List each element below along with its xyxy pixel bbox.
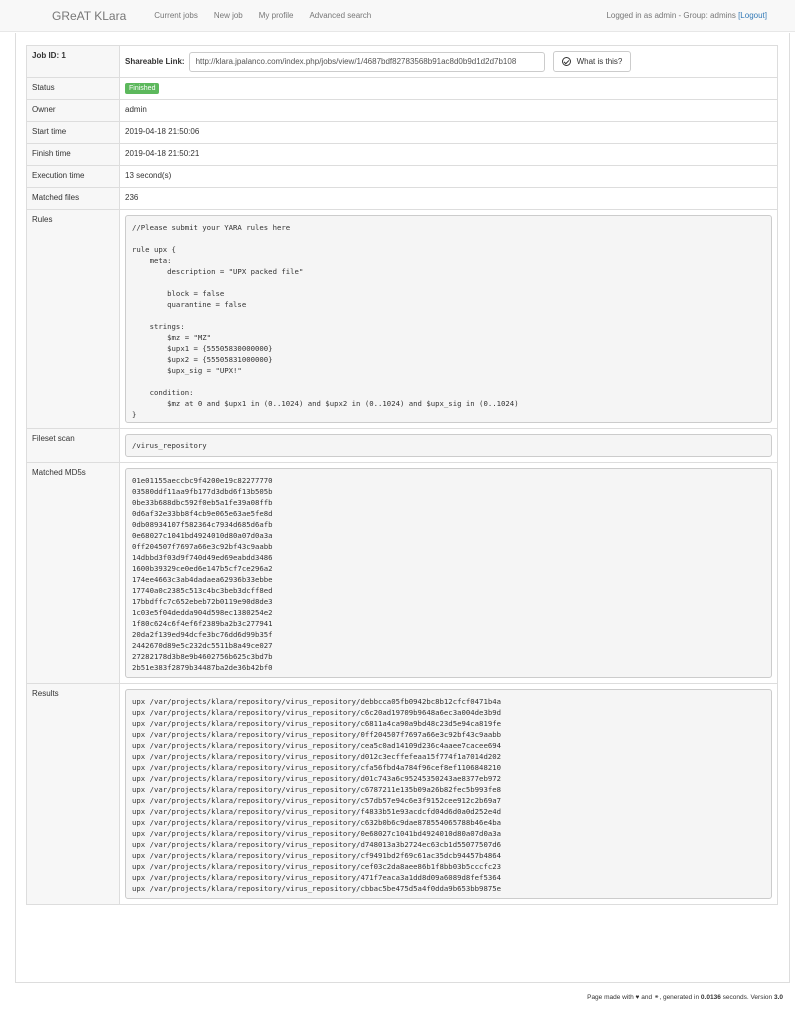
execution-time-label: Execution time (27, 166, 120, 188)
job-details-table (26, 45, 778, 905)
nav-new-job[interactable]: New job (213, 11, 243, 20)
footer-and: and (641, 994, 653, 1001)
shareable-link-label: Shareable Link: (125, 57, 185, 66)
footer-seconds: 0.0136 (700, 994, 721, 1001)
matched-files-label: Matched files (27, 188, 120, 210)
heart-icon: ♥ (635, 994, 640, 1001)
status-badge: Finished (125, 83, 159, 94)
shareable-link-input[interactable] (189, 52, 545, 72)
brand-logo[interactable]: GReAT KLara (52, 8, 127, 23)
status-value-cell (120, 78, 778, 100)
finish-time-value: 2019-04-18 21:50:21 (120, 144, 778, 166)
shareable-link-cell (120, 46, 778, 78)
results-label: Results (27, 684, 120, 905)
results-cell (120, 684, 778, 905)
what-is-this-label: What is this? (576, 57, 623, 66)
rules-row (27, 210, 778, 429)
footer-version: 3.0 (773, 994, 783, 1001)
login-status-text: Logged in as admin - Group: admins (606, 11, 736, 20)
results-row (27, 684, 778, 905)
job-id-label (27, 46, 120, 78)
footer-made-with: Page made with (587, 994, 634, 1001)
footer-seconds-suffix: seconds. Version (722, 994, 773, 1001)
nav-advanced-search[interactable]: Advanced search (309, 11, 372, 20)
login-status (606, 11, 767, 20)
check-circle-icon (562, 57, 571, 66)
execution-time-row (27, 166, 778, 188)
start-time-label: Start time (27, 122, 120, 144)
matched-md5s-row (27, 463, 778, 684)
job-container (15, 33, 790, 983)
footer-generated: , generated in (659, 994, 700, 1001)
top-navbar (0, 0, 795, 32)
matched-files-row (27, 188, 778, 210)
rules-code-block: //Please submit your YARA rules here rule upx { meta: description = "UPX packed file" block = false quarantine = false strings: $mz = "MZ" $upx1 = {55505830000000} $upx2 = {55505831000000} $upx_sig = "UPX!" condition: $mz at 0 and $upx1 in (0..1024) and $upx2 in (0..1024) and $upx_sig in (0..1024) } (125, 215, 772, 423)
logout-link[interactable]: [Logout] (738, 11, 767, 20)
job-id-row (27, 46, 778, 78)
fileset-value-cell (120, 429, 778, 463)
owner-label: Owner (27, 100, 120, 122)
matched-md5s-cell (120, 463, 778, 684)
headphones-icon: ⚭ (653, 994, 660, 1001)
finish-time-row (27, 144, 778, 166)
shareable-link-row (125, 51, 772, 72)
results-code-block[interactable]: upx /var/projects/klara/repository/virus_repository/debbcca05fb0942bc8b12cfcf0471b4a upx /var/projects/klara/repository/virus_repository/c6c20ad19709b9648a6ec3a004de3b9d upx /var/projects/klara/repository/virus_repository/c6811a4ca90a9bd48c23d5e94ca819fe upx /var/projects/klara/repository/virus_repository/0ff204507f7697a66e3c92bf43c9aabb upx /var/projects/klara/repository/virus_repository/cea5c0ad14109d236c4aaee7cacee694 upx /var/projects/klara/repository/virus_repository/d012c3ecffefeaa15f774f1a7014d202 upx /var/projects/klara/repository/virus_repository/cfa56fbd4a784f96cef8ef1106848210 upx /var/projects/klara/repository/virus_repository/d01c743a6c95245350243ae8377eb972 upx /var/projects/klara/repository/virus_repository/c6787211e135b09a26b82fec5b993fe8 upx /var/projects/klara/repository/virus_repository/c57db57e94c6e3f9152cee912c2b69a7 upx /var/projects/klara/repository/virus_repository/f4833b51e93acdcfd04d6d0a0d252e4d upx /var/projects/klara/repository/virus_repository/c632b0b6c9dae878554065788b46e4ba upx /var/projects/klara/repository/virus_repository/0e68027c1041bd4924010d80a07d0a3a upx /var/projects/klara/repository/virus_repository/d748013a3b2724ec63cb1d55077507d6 upx /var/projects/klara/repository/virus_repository/cf9491bd2f69c61ac35dcb94457b4864 upx /var/projects/klara/repository/virus_repository/cef03c2da8aee86b1f8bb03b5cccfc23 upx /var/projects/klara/repository/virus_repository/471f7eaca3a1dd8d09a6089d8fef5364 upx /var/projects/klara/repository/virus_repository/cbbac5be475d5a4f0dda9b653bb9875e (125, 689, 772, 899)
what-is-this-button[interactable] (553, 51, 632, 72)
start-time-value: 2019-04-18 21:50:06 (120, 122, 778, 144)
fileset-code-block: /virus_repository (125, 434, 772, 457)
matched-md5s-label: Matched MD5s (27, 463, 120, 684)
owner-row (27, 100, 778, 122)
matched-md5s-code-block[interactable]: 01e01155aeccbc9f4200e19c82277770 03580ddf11aa9fb177d3dbd6f13b505b 0be33b688dbc592f0eb5a1fe39a08ffb 0d6af32e33bb8f4cb9e065e63ae5fe8d 0db08934107f582364c7934d685d6afb 0e68027c1041bd4924010d80a07d0a3a 0ff204507f7697a66e3c92bf43c9aabb 14dbbd3f03d9f740d49ed69eabdd3486 1600b39329ce0ed6e147b5cf7ce296a2 174ee4663c3ab4dadaea62936b33ebbe 17740a0c2385c513c4bc3beb3dcff8ed 17bbdffc7c652ebeb72b0119e90d8de3 1c03e5f04dedda904d598ec1380254e2 1f80c624c6f4ef6f2389ba2b3c277941 20da2f139ed94dcfe3bc76dd6d99b35f 2442670d89e5c232dc5511b8a49ce027 27282178d3b8e9b4602756b625c3bd7b 2b51e383f2879b34487ba2de36b42bf0 (125, 468, 772, 678)
status-label: Status (27, 78, 120, 100)
nav-my-profile[interactable]: My profile (258, 11, 294, 20)
owner-value: admin (120, 100, 778, 122)
page-footer (587, 993, 783, 1001)
start-time-row (27, 122, 778, 144)
job-id-text: Job ID: 1 (32, 51, 66, 60)
rules-value-cell (120, 210, 778, 429)
finish-time-label: Finish time (27, 144, 120, 166)
nav-current-jobs[interactable]: Current jobs (154, 11, 198, 20)
matched-files-value: 236 (120, 188, 778, 210)
fileset-label: Fileset scan (27, 429, 120, 463)
status-row (27, 78, 778, 100)
fileset-row (27, 429, 778, 463)
execution-time-value: 13 second(s) (120, 166, 778, 188)
rules-label: Rules (27, 210, 120, 429)
